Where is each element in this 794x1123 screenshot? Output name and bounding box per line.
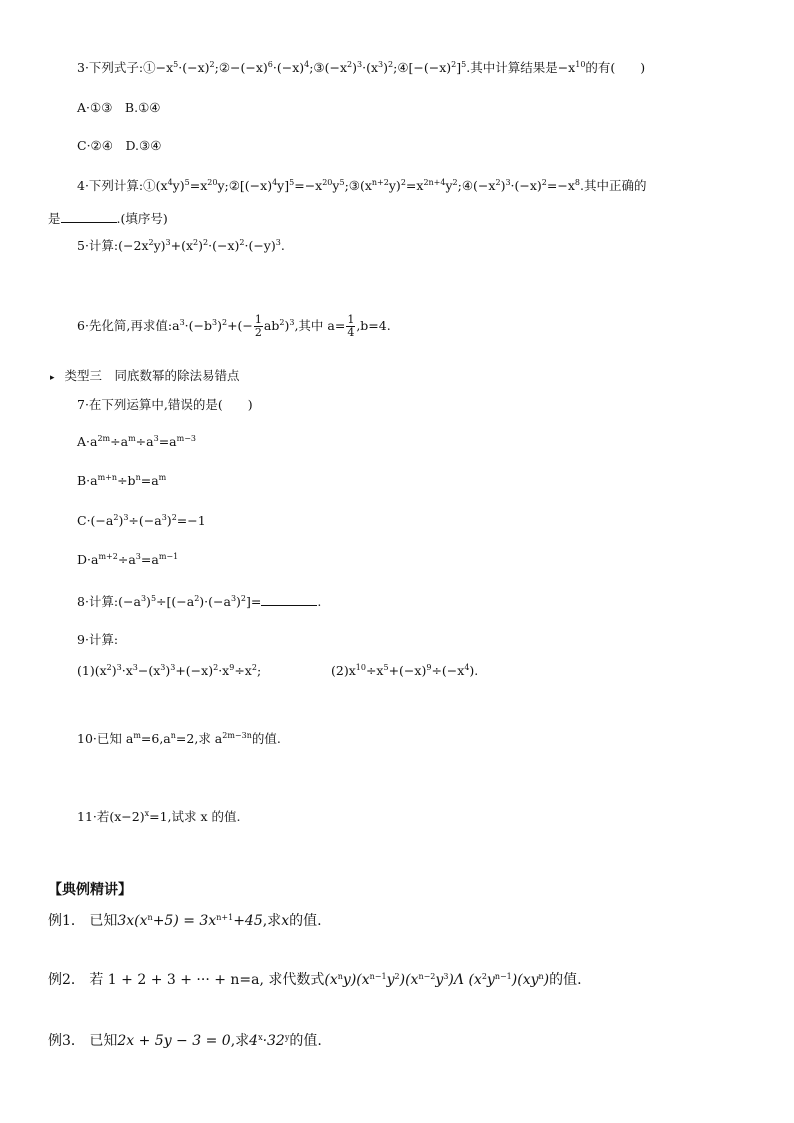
section-type-3-header: ▸ 类型三 同底数幂的除法易错点 — [50, 368, 240, 383]
example-2: 例2． 若 1 + 2 + 3 + ··· + n=a, 求代数式$(x^ny)(x^{n-1}y^2)(x^{n-2}y^3)\Lambda$ $(x^2y^{n-1})(xy^n)$的值. — [48, 972, 582, 988]
question-7-option-d: $D\cdot a^{m+2}\div a^3=a^{m-1}$ — [77, 552, 179, 567]
question-3-options-ab: A·①③ B.①④ — [77, 100, 161, 115]
examples-header: 【典例精讲】 — [48, 882, 132, 898]
question-7-option-a: $A\cdot a^{2m}\div a^m\div a^3=a^{m-3}$ — [77, 434, 197, 449]
answer-blank — [61, 210, 117, 223]
question-9: 9·计算: — [77, 632, 119, 647]
question-10: 10·已知 $a^m=6,a^n=2$,求 $a^{2m-3n}$的值. — [77, 731, 281, 746]
question-4-line-2: 是 .(填序号) — [48, 211, 168, 226]
fraction: $\frac{1}{2}$ — [254, 313, 262, 339]
example-1: 例1． 已知$3x(x^n+5) = 3x^{n+1}+45$,求x的值. — [48, 913, 322, 929]
question-5: 5·计算$:(-2x^2y)^3+(x^2)^2\cdot(-x)^2\cdot(-y)^3$. — [77, 238, 285, 253]
question-9-part-2: $(2)x^{10}\div x^5+(-x)^9\div(-x^4)$. — [331, 663, 479, 678]
fraction: $\frac{1}{4}$ — [347, 313, 355, 339]
question-7-option-c: $C\cdot(-a^2)^3\div(-a^3)^2=-1$ — [77, 513, 206, 528]
question-4: 4·下列计算$:①(x^4y)^5=x^{20}y;②[(-x)^4y]^5=-x^{20}y^5;③(x^{n+2}y)^2=x^{2n+4}y^2;④(-x^2)^3\cdot(-x)^2=-x^8$.其中正确的 — [77, 178, 647, 193]
question-8: 8·计算$:(-a^3)^5\div[(-a^2)\cdot(-a^3)^2]=$ . — [77, 594, 322, 609]
question-7-option-b: $B\cdot a^{m+n}\div b^n=a^m$ — [77, 473, 167, 488]
question-3: 3·下列式子$:①-x^5\cdot(-x)^2;②-(-x)^6\cdot(-x)^4;③(-x^2)^3\cdot(x^3)^2;④[-(-x)^2]^5$.其中计算结果是$-x^{10}$的有( ) — [77, 60, 646, 75]
question-9-part-1: $(1)(x^2)^3\cdot x^3-(x^3)^3+(-x)^2\cdot x^9\div x^2$; — [77, 663, 262, 678]
triangle-bullet-icon: ▸ — [50, 373, 55, 383]
question-11: 11·若$(x-2)^x=1$,试求 x 的值. — [77, 809, 241, 824]
answer-blank — [261, 593, 317, 606]
question-7: 7·在下列运算中,错误的是( ) — [77, 397, 253, 412]
question-6: 6·先化简,再求值$:a^3\cdot(-b^3)^2+(-$ $\frac{1}{2}$ $ab^2)^3$,其中 a= $\frac{1}{4}$ ,b=4. — [77, 313, 391, 339]
example-3: 例3． 已知2x + 5y − 3 = 0,求$4^x\cdot 32^y$的值. — [48, 1033, 322, 1049]
question-3-options-cd: C·②④ D.③④ — [77, 138, 162, 153]
